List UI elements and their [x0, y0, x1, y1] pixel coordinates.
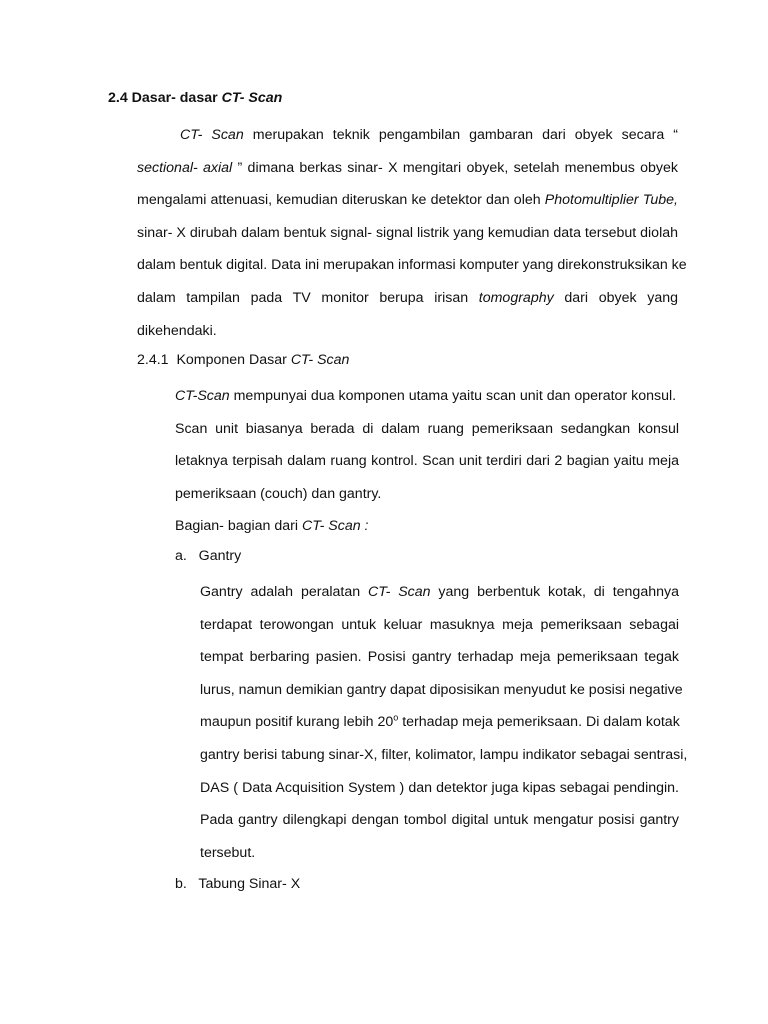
section-heading: [108, 90, 282, 106]
line-text: mempunyai dua komponen utama yaitu scan unit dan operator konsul.: [229, 388, 677, 404]
paragraph-line: dikehendaki.: [137, 322, 217, 339]
line-text: merupakan teknik pengambilan gambaran dari obyek secara “: [243, 127, 678, 143]
line-text: maupun positif kurang lebih 20: [200, 714, 394, 731]
line-text: mengalami attenuasi, kemudian diteruskan ke detektor dan oleh: [137, 192, 545, 209]
subsection-heading: [137, 352, 349, 368]
paragraph-line: [137, 287, 678, 320]
paragraph-line: [175, 515, 679, 548]
italic-term: CT- Scan: [180, 127, 244, 143]
paragraph-line: terdapat terowongan untuk keluar masuknya meja pemeriksaan sebagai: [200, 616, 679, 633]
paragraph-line: [200, 711, 679, 744]
list-marker: b.: [175, 876, 187, 892]
paragraph-line: [175, 385, 679, 418]
paragraph-line: DAS ( Data Acquisition System ) dan detektor juga kipas sebagai pendingin.: [200, 779, 679, 796]
paragraph-line: lurus, namun demikian gantry dapat diposisikan menyudut ke posisi negative: [200, 681, 683, 698]
italic-term: sectional- axial: [137, 159, 233, 176]
components-paragraph: [175, 385, 679, 548]
paragraph-line: [200, 581, 679, 614]
paragraph-line: Pada gantry dilengkapi dengan tombol digital untuk mengatur posisi gantry: [200, 812, 679, 829]
italic-term: CT- Scan: [367, 584, 431, 600]
paragraph-line: sinar- X dirubah dalam bentuk signal- signal listrik yang kemudian data tersebut diolah: [137, 224, 679, 241]
line-text: terhadap meja pemeriksaan. Di dalam kotak: [398, 714, 680, 731]
gantry-paragraph: [200, 581, 688, 874]
paragraph-line: tempat berbaring pasien. Posisi gantry terhadap meja pemeriksaan tegak: [200, 649, 679, 666]
degree-superscript: o: [393, 712, 399, 723]
paragraph-line: [137, 124, 678, 157]
paragraph-line: tersebut.: [200, 844, 256, 861]
italic-term: tomography: [478, 289, 554, 306]
line-text: dari obyek yang: [553, 289, 678, 306]
list-item-title: Gantry: [198, 548, 242, 564]
list-item-tabung: [175, 876, 300, 892]
intro-paragraph: [137, 124, 687, 352]
subsection-emphasis: CT- Scan: [290, 352, 350, 368]
list-item-title: Tabung Sinar- X: [198, 876, 301, 892]
heading-emphasis: CT- Scan: [221, 90, 283, 106]
paragraph-line: [137, 189, 678, 222]
line-text: Bagian- bagian dari: [175, 518, 302, 535]
italic-term: CT- Scan :: [302, 518, 369, 535]
paragraph-line: gantry berisi tabung sinar-X, filter, kolimator, lampu indikator sebagai sentrasi,: [200, 746, 688, 763]
italic-term: CT-Scan: [175, 388, 230, 404]
line-text: yang berbentuk kotak, di tengahnya: [430, 584, 679, 600]
heading-prefix: 2.4 Dasar- dasar: [108, 90, 222, 106]
paragraph-line: Scan unit biasanya berada di dalam ruang pemeriksaan sedangkan konsul: [175, 420, 679, 437]
subsection-number: 2.4.1: [137, 352, 169, 368]
subsection-prefix: Komponen Dasar: [176, 352, 291, 368]
italic-term: Photomultiplier Tube,: [544, 192, 678, 209]
list-marker: a.: [175, 548, 187, 564]
line-text: ” dimana berkas sinar- X mengitari obyek, setelah menembus obyek: [232, 159, 679, 176]
paragraph-line: letaknya terpisah dalam ruang kontrol. Scan unit terdiri dari 2 bagian yaitu meja: [175, 453, 679, 470]
line-text: dalam tampilan pada TV monitor berupa irisan: [137, 289, 479, 306]
paragraph-line: [137, 157, 678, 190]
paragraph-line: dalam bentuk digital. Data ini merupakan informasi komputer yang direkonstruksikan ke: [137, 257, 687, 274]
line-text: Gantry adalah peralatan: [200, 584, 368, 600]
list-item-gantry: [175, 548, 241, 564]
paragraph-line: pemeriksaan (couch) dan gantry.: [175, 485, 382, 502]
